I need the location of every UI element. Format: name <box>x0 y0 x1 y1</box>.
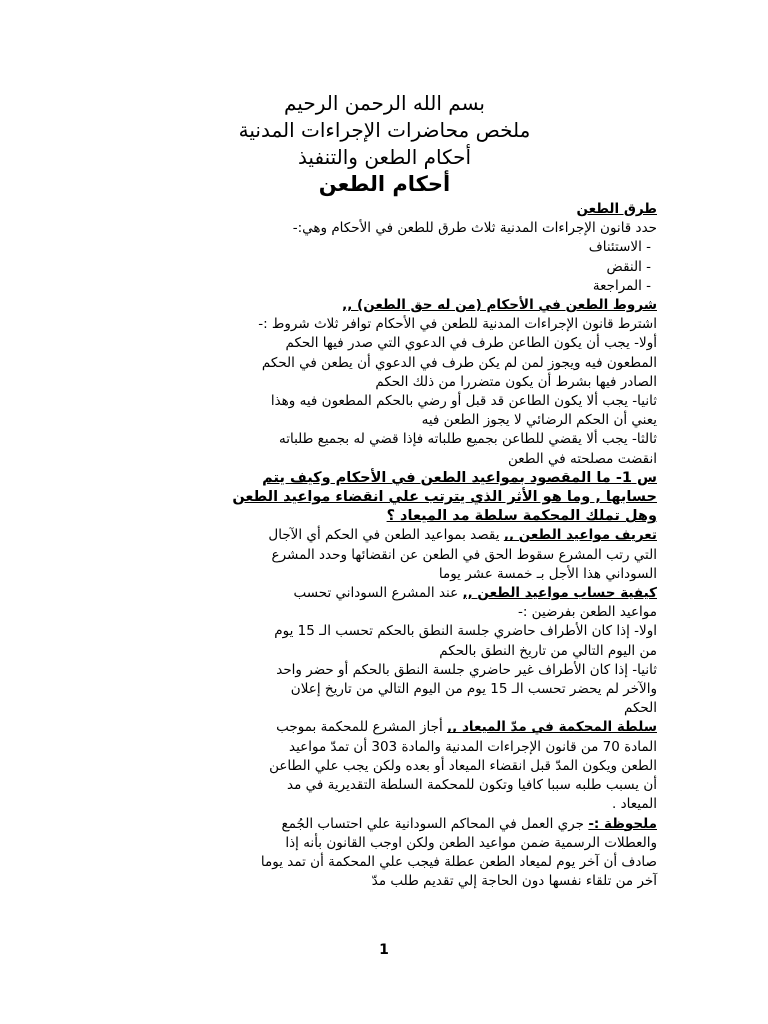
heading-appeal-methods: طرق الطعن <box>576 201 657 217</box>
text-run: جري العمل في المحاكم السودانية علي احتساب الجُمع <box>281 815 589 832</box>
text-line: يعني أن الحكم الرضائي لا يجوز الطعن فيه <box>421 412 657 429</box>
heading-appeal-conditions: شروط الطعن في الأحكام (من له حق الطعن) ,, <box>342 297 657 314</box>
text-line: الميعاد . <box>612 796 657 813</box>
heading-calculation: كيفية حساب مواعيد الطعن ,, <box>462 585 657 602</box>
text-line: مواعيد الطعن بفرضين :- <box>517 604 657 621</box>
text-line: التي رتب المشرع سقوط الحق في الطعن عن انقضائها وحدد المشرع <box>271 546 657 563</box>
text-line: اولا- إذا كان الأطراف حاضري جلسة النطق بالحكم تحسب الـ 15 يوم <box>274 623 657 640</box>
document-title: ملخص محاضرات الإجراءات المدنية <box>238 118 531 142</box>
text-line: ثانيا- يجب ألا يكون الطاعن قد قبل أو رضي بالحكم المطعون فيه وهذا <box>270 393 657 410</box>
text-run: يقصد بمواعيد الطعن في الحكم أي الآجال <box>268 527 504 544</box>
text-line: ثالثا- يجب ألا يقضي للطاعن بجميع طلباته فإذا قضي له بجميع طلباته <box>278 431 657 448</box>
text-run: أجاز المشرع للمحكمة بموجب <box>276 719 448 736</box>
paragraph: حدد قانون الإجراءات المدنية ثلاث طرق للطعن في الأحكام وهي:- <box>292 220 657 237</box>
text-run: عند المشرع السوداني تحسب <box>293 585 463 602</box>
text-line: من اليوم التالي من تاريخ النطق بالحكم <box>439 642 657 659</box>
list-item: - المراجعة <box>592 277 651 294</box>
text-line: والعطلات الرسمية ضمن مواعيد الطعن ولكن اوجب القانون بأنه إذا <box>285 834 657 851</box>
document-page <box>112 90 657 891</box>
heading-extension: سلطة المحكمة في مدّ الميعاد ,, <box>447 719 657 736</box>
text-line: الطعن ويكون المدّ قبل انقضاء الميعاد أو بعده ولكن يجب علي الطاعن <box>269 757 657 774</box>
paragraph: اشترط قانون الإجراءات المدنية للطعن في الأحكام توافر ثلاث شروط :- <box>258 316 657 333</box>
text-line: المادة 70 من قانون الإجراءات المدنية والمادة 303 أن تمدّ مواعيد <box>289 738 657 755</box>
text-line: صادف أن آخر يوم لميعاد الطعن عطلة فيجب علي المحكمة أن تمد يوما <box>260 853 657 870</box>
list-item: - الاستئناف <box>588 239 651 256</box>
document-subtitle: أحكام الطعن والتنفيذ <box>297 145 472 169</box>
text-line: الحكم <box>623 700 657 717</box>
section-title: أحكام الطعن <box>318 172 451 196</box>
text-line: الصادر فيها بشرط أن يكون متضررا من ذلك الحكم <box>375 373 657 390</box>
question-line: حسابها , وما هو الأثر الذي يترتب علي انقضاء مواعيد الطعن <box>232 489 657 506</box>
text-line: أولا- يجب أن يكون الطاعن طرف في الدعوي التي صدر فيها الحكم <box>285 335 657 352</box>
basmala: بسم الله الرحمن الرحيم <box>283 91 485 115</box>
page-number: 1 <box>379 942 389 958</box>
document-body <box>112 200 657 891</box>
list-item: - النقض <box>606 258 651 275</box>
question-line: وهل تملك المحكمة سلطة مد الميعاد ؟ <box>386 508 657 525</box>
heading-definition: تعريف مواعيد الطعن ,, <box>503 527 657 544</box>
text-line: انقضت مصلحته في الطعن <box>507 450 657 467</box>
heading-note: ملحوظة :- <box>588 815 657 832</box>
text-line: آخر من تلقاء نفسها دون الحاجة إلي تقديم طلب مدّ <box>371 873 657 890</box>
text-line: أن يسبب طلبه سببا كافيا وتكون للمحكمة السلطة التقديرية في مد <box>287 777 657 794</box>
text-line: المطعون فيه ويجوز لمن لم يكن طرف في الدعوي أن يطعن في الحكم <box>261 354 657 371</box>
text-line: ثانيا- إذا كان الأطراف غير حاضري جلسة النطق بالحكم أو حضر واحد <box>276 661 657 678</box>
text-line: والآخر لم يحضر تحسب الـ 15 يوم من اليوم التالي من تاريخ إعلان <box>290 681 657 698</box>
text-line: السوداني هذا الأجل بـ خمسة عشر يوما <box>438 565 657 582</box>
question-line: س 1- ما المقصود بمواعيد الطعن في الأحكام وكيف يتم <box>262 469 657 486</box>
